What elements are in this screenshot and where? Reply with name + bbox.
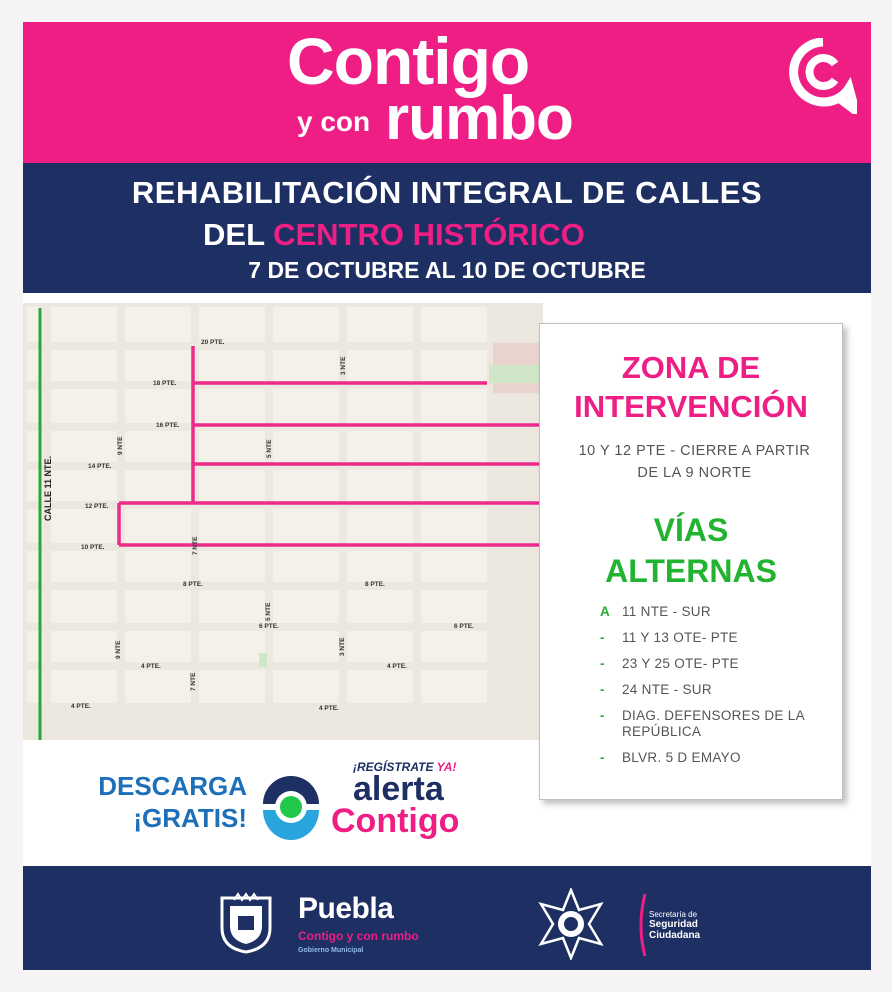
app-name-alerta: alerta	[353, 770, 444, 808]
city-block	[51, 470, 117, 501]
city-block	[199, 551, 265, 582]
street-label: 6 PTE.	[259, 623, 279, 630]
closure-line2: DE LA 9 NORTE	[637, 465, 752, 481]
city-block	[421, 350, 487, 381]
street-label: 8 PTE.	[365, 581, 385, 588]
city-block	[421, 509, 487, 543]
list-bullet: -	[600, 708, 605, 723]
list-bullet: -	[600, 750, 605, 765]
city-block	[51, 509, 117, 543]
city-block	[273, 470, 339, 501]
city-block	[421, 590, 487, 623]
city-block	[51, 631, 117, 662]
alternate-routes-list	[600, 604, 840, 776]
puebla-city-shield-icon	[216, 892, 276, 954]
list-item	[600, 604, 840, 620]
list-item	[600, 682, 840, 698]
list-text: 11 NTE - SUR	[622, 604, 711, 619]
street-label: 7 NTE	[190, 672, 197, 691]
list-bullet: -	[600, 630, 605, 645]
city-block	[51, 551, 117, 582]
city-block	[347, 590, 413, 623]
city-government: Gobierno Municipal	[298, 947, 364, 954]
list-text: DIAG. DEFENSORES DE LA REPÚBLICA	[622, 708, 805, 739]
app-name-contigo: Contigo	[331, 802, 460, 840]
list-text: BLVR. 5 D EMAYO	[622, 750, 741, 765]
city-block	[273, 389, 339, 423]
list-item	[600, 750, 840, 766]
city-block	[199, 509, 265, 543]
city-block	[347, 350, 413, 381]
city-block	[421, 551, 487, 582]
title-band	[23, 163, 871, 293]
city-block	[125, 307, 191, 342]
street-label: 18 PTE.	[153, 380, 177, 387]
city-block	[421, 307, 487, 342]
city-block	[199, 431, 265, 462]
register-highlight: YA!	[436, 760, 457, 774]
city-block	[421, 470, 487, 501]
list-text: 23 Y 25 OTE- PTE	[622, 656, 739, 671]
city-block	[199, 470, 265, 501]
list-bullet: -	[600, 682, 605, 697]
city-block	[347, 631, 413, 662]
city-block	[125, 470, 191, 501]
alerta-contigo-app-icon[interactable]	[259, 764, 323, 852]
city-block	[51, 307, 117, 342]
street-label: 4 PTE.	[71, 703, 91, 710]
city-block	[125, 509, 191, 543]
ssc-line1: Secretaría de	[649, 910, 698, 919]
map-park-small	[259, 653, 267, 667]
city-block	[51, 431, 117, 462]
city-block	[273, 670, 339, 703]
closure-note	[552, 440, 837, 484]
city-block	[125, 350, 191, 381]
security-secretariat	[649, 910, 700, 941]
title-line1: REHABILITACIÓN INTEGRAL DE CALLES	[131, 175, 763, 210]
city-block	[347, 551, 413, 582]
list-text: 11 Y 13 OTE- PTE	[622, 630, 738, 645]
city-block	[347, 470, 413, 501]
police-star-badge-icon	[535, 888, 607, 960]
city-block	[421, 670, 487, 703]
city-block	[125, 389, 191, 423]
info-panel	[539, 323, 843, 800]
street-label: 6 PTE.	[454, 623, 474, 630]
map-park	[489, 365, 543, 383]
city-block	[199, 389, 265, 423]
city-block	[273, 431, 339, 462]
closure-line1: 10 Y 12 PTE - CIERRE A PARTIR	[578, 443, 811, 459]
street-map	[23, 303, 543, 740]
city-block	[51, 670, 117, 703]
list-item	[600, 656, 840, 672]
city-block	[125, 431, 191, 462]
city-block	[347, 389, 413, 423]
city-block	[421, 631, 487, 662]
poster	[23, 22, 871, 970]
city-block	[347, 509, 413, 543]
city-block	[273, 631, 339, 662]
city-block	[273, 590, 339, 623]
download-promo[interactable]	[87, 770, 247, 834]
street-label: 4 PTE.	[141, 663, 161, 670]
ssc-line3: Ciudadana	[649, 930, 701, 941]
zona-line2: INTERVENCIÓN	[574, 389, 808, 424]
city-name: Puebla	[298, 892, 394, 925]
city-block	[125, 551, 191, 582]
street-label: 12 PTE.	[85, 503, 109, 510]
street-label: 14 PTE.	[88, 463, 112, 470]
city-block	[347, 307, 413, 342]
city-block	[347, 670, 413, 703]
street-label-calle-11: CALLE 11 NTE.	[43, 455, 53, 521]
title-highlight: CENTRO HISTÓRICO	[273, 217, 585, 252]
city-block	[199, 670, 265, 703]
footer	[23, 866, 871, 970]
city-block	[199, 307, 265, 342]
contigo-speech-c-icon	[789, 38, 857, 114]
map-canvas	[23, 303, 543, 740]
city-block	[273, 307, 339, 342]
city-block	[51, 350, 117, 381]
street-label: 5 NTE	[265, 602, 272, 621]
zona-heading	[540, 348, 842, 426]
title-line2	[203, 219, 585, 250]
brand-y-con: y con	[297, 106, 371, 137]
city-block	[273, 350, 339, 381]
street-label: 10 PTE.	[81, 544, 105, 551]
ssc-line2: Seguridad	[649, 919, 698, 930]
city-block	[347, 431, 413, 462]
street-label: 4 PTE.	[387, 663, 407, 670]
city-block	[125, 670, 191, 703]
list-bullet: A	[600, 604, 611, 619]
city-block	[51, 590, 117, 623]
brand-rumbo: rumbo	[385, 84, 573, 153]
download-line2: ¡GRATIS!	[133, 803, 247, 833]
street-label: 3 NTE	[339, 637, 346, 656]
list-item	[600, 708, 840, 740]
city-block	[199, 350, 265, 381]
zona-line1: ZONA DE	[621, 350, 761, 385]
street-label: 20 PTE.	[201, 339, 225, 346]
city-block	[199, 631, 265, 662]
register-prefix: ¡REGÍSTRATE	[353, 760, 434, 774]
brand-header	[23, 22, 871, 163]
street-label: 3 NTE	[340, 356, 347, 375]
city-block	[125, 631, 191, 662]
city-tagline: Contigo y con rumbo	[298, 929, 419, 943]
street-label: 16 PTE.	[156, 422, 180, 429]
street-label: 7 NTE	[192, 536, 199, 555]
download-line1: DESCARGA	[98, 771, 247, 801]
street-label: 4 PTE.	[319, 705, 339, 712]
street-label: 9 NTE	[117, 436, 124, 455]
city-block	[421, 389, 487, 423]
ssc-accent-icon	[633, 892, 647, 958]
city-block	[125, 590, 191, 623]
vias-heading	[540, 510, 842, 592]
list-text: 24 NTE - SUR	[622, 682, 712, 697]
city-block	[273, 551, 339, 582]
vias-line1: VÍAS	[653, 512, 729, 548]
city-block	[199, 590, 265, 623]
title-dates: 7 DE OCTUBRE AL 10 DE OCTUBRE	[248, 257, 646, 283]
street-label: 8 PTE.	[183, 581, 203, 588]
street-label: 5 NTE	[266, 439, 273, 458]
street-label: 9 NTE	[115, 640, 122, 659]
city-block	[273, 509, 339, 543]
city-block	[421, 431, 487, 462]
brand-contigo: Contigo	[287, 24, 530, 98]
list-bullet: -	[600, 656, 605, 671]
title-prefix: DEL	[203, 217, 265, 252]
list-item	[600, 630, 840, 646]
city-block	[51, 389, 117, 423]
vias-line2: ALTERNAS	[605, 553, 777, 589]
